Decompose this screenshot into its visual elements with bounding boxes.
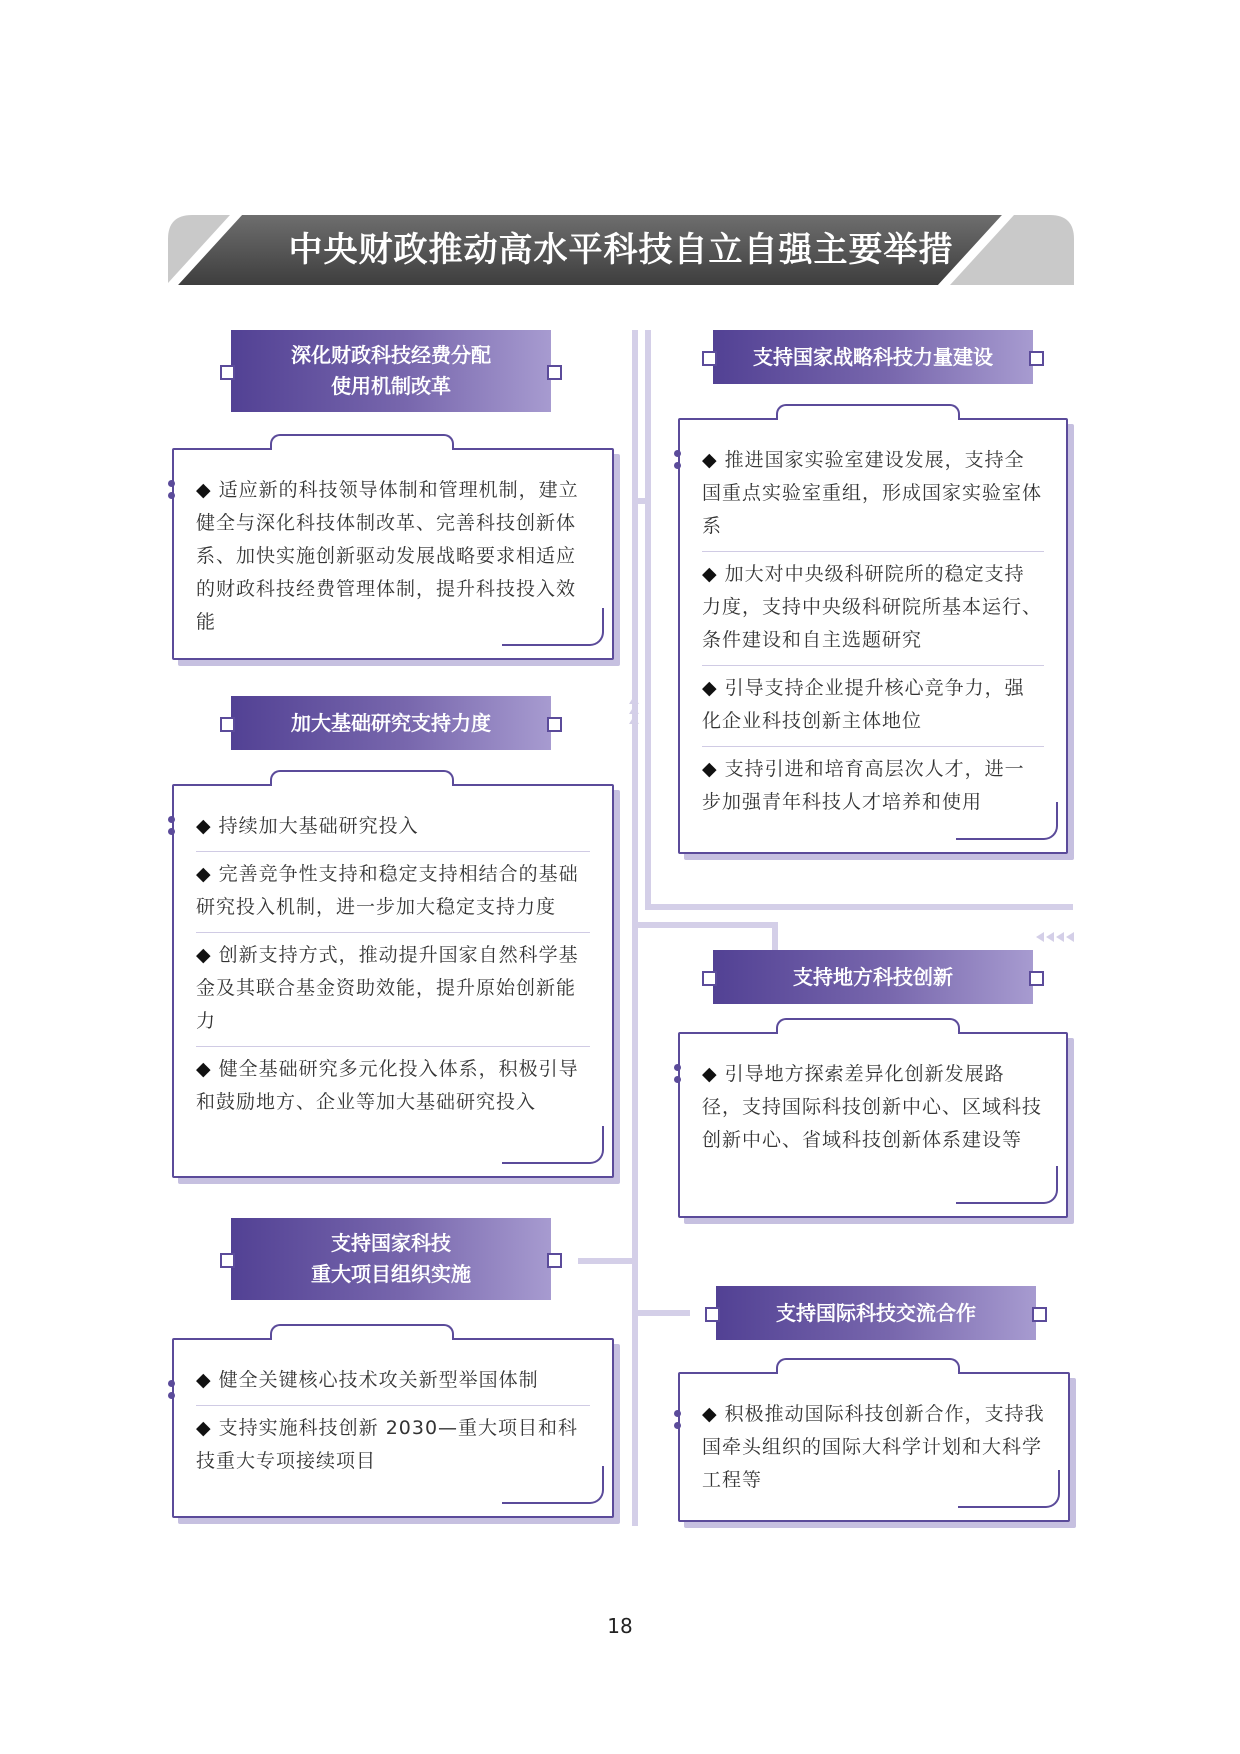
section-header-line-1: 支持国家科技: [331, 1231, 451, 1255]
card-local-innovation: [678, 1032, 1068, 1218]
card-dot-icon: [674, 1064, 681, 1071]
measure-item: ◆ 持续加大基础研究投入: [196, 804, 590, 852]
measure-item: ◆ 引导地方探索差异化创新发展路径，支持国际科技创新中心、区域科技创新中心、省域科技创新体系建设等: [702, 1052, 1044, 1165]
measure-item: ◆ 创新支持方式，推动提升国家自然科学基金及其联合基金资助效能，提升原始创新能力: [196, 933, 590, 1047]
section-header-line-1: 加大基础研究支持力度: [291, 710, 491, 735]
card-major-projects: [172, 1338, 614, 1518]
card-corner-decoration: [958, 1470, 1060, 1508]
measure-list: [680, 1034, 1066, 1179]
section-header-line-1: 支持地方科技创新: [793, 964, 953, 989]
measure-item: ◆ 完善竞争性支持和稳定支持相结合的基础研究投入机制，进一步加大稳定支持力度: [196, 852, 590, 933]
measure-item: ◆ 健全基础研究多元化投入体系，积极引导和鼓励地方、企业等加大基础研究投入: [196, 1047, 590, 1127]
card-corner-decoration: [956, 802, 1058, 840]
measure-item: ◆ 支持引进和培育高层次人才，进一步加强青年科技人才培养和使用: [702, 747, 1044, 827]
measure-list: [680, 420, 1066, 841]
card-dot-icon: [674, 1410, 681, 1417]
card-strategic-force: [678, 418, 1068, 854]
card-corner-decoration: [502, 1466, 604, 1504]
section-header-finance-reform: [231, 330, 551, 412]
measure-list: [174, 786, 612, 1141]
card-dot-icon: [168, 828, 175, 835]
measure-item: ◆ 支持实施科技创新 2030—重大项目和科技重大专项接续项目: [196, 1406, 590, 1486]
section-header-line-2: 重大项目组织实施: [311, 1262, 471, 1286]
page-title: 中央财政推动高水平科技自立自强主要举措: [288, 230, 954, 270]
card-corner-decoration: [502, 608, 604, 646]
section-header-line-2: 使用机制改革: [331, 374, 451, 398]
measure-item: ◆ 积极推动国际科技创新合作，支持我国牵头组织的国际大科学计划和大科学工程等: [702, 1392, 1046, 1505]
card-dot-icon: [674, 1076, 681, 1083]
section-header-basic-research: [231, 696, 551, 750]
measure-item: ◆ 健全关键核心技术攻关新型举国体制: [196, 1358, 590, 1406]
section-header-international: [716, 1286, 1036, 1340]
card-dot-icon: [674, 1422, 681, 1429]
measure-item: ◆ 加大对中央级科研院所的稳定支持力度，支持中央级科研院所基本运行、条件建设和自主选题研究: [702, 552, 1044, 666]
card-dot-icon: [168, 480, 175, 487]
card-dot-icon: [168, 816, 175, 823]
section-header-line-1: 支持国家战略科技力量建设: [753, 344, 993, 369]
measure-item: ◆ 引导支持企业提升核心竞争力，强化企业科技创新主体地位: [702, 666, 1044, 747]
card-dot-icon: [168, 1392, 175, 1399]
page-number: 18: [607, 1614, 633, 1638]
card-dot-icon: [168, 492, 175, 499]
card-dot-icon: [674, 450, 681, 457]
measure-item: ◆ 适应新的科技领导体制和管理机制，建立健全与深化科技体制改革、完善科技创新体系、加快实施创新驱动发展战略要求相适应的财政科技经费管理体制，提升科技投入效能: [196, 468, 590, 647]
card-dot-icon: [674, 462, 681, 469]
card-corner-decoration: [502, 1126, 604, 1164]
card-finance-reform: [172, 448, 614, 660]
card-international: [678, 1372, 1070, 1522]
card-basic-research: [172, 784, 614, 1178]
card-corner-decoration: [956, 1166, 1058, 1204]
section-header-major-projects: [231, 1218, 551, 1300]
section-header-line-1: 深化财政科技经费分配: [291, 343, 491, 367]
card-dot-icon: [168, 1380, 175, 1387]
section-header-local-innovation: [713, 950, 1033, 1004]
measure-item: ◆ 推进国家实验室建设发展，支持全国重点实验室重组，形成国家实验室体系: [702, 438, 1044, 552]
section-header-strategic-force: [713, 330, 1033, 384]
section-header-line-1: 支持国际科技交流合作: [776, 1300, 976, 1325]
